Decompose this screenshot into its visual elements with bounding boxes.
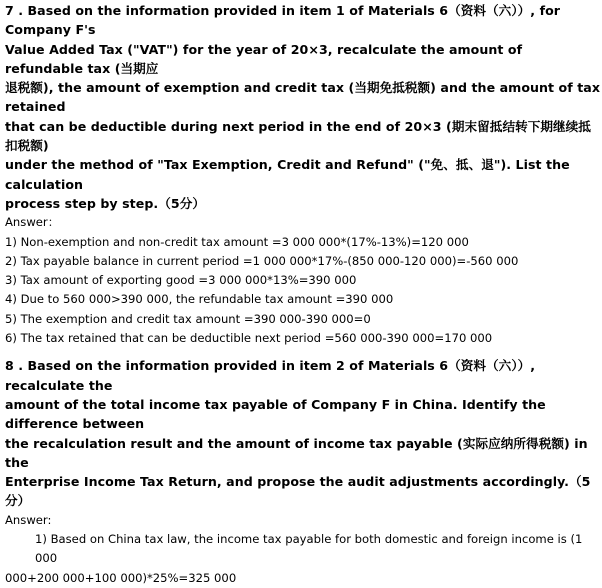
answer-line: 1) Based on China tax law, the income tax payable for both domestic and foreign income is (1 000 bbox=[35, 532, 583, 566]
question-8-line: 8 . Based on the information provided in item 2 of Materials 6（资料（六））, recalculate the bbox=[5, 358, 536, 393]
answer-line: 1) Non-exemption and non-credit tax amount =3 000 000*(17%-13%)=120 000 bbox=[5, 234, 469, 249]
question-8-line: the recalculation result and the amount of income tax payable (实际应纳所得税额) in the bbox=[5, 435, 588, 470]
answer-line: 6) The tax retained that can be deductible next period =560 000-390 000=170 000 bbox=[5, 331, 493, 346]
document-body bbox=[5, 1, 601, 588]
answer-line-continued: 000+200 000+100 000)*25%=325 000 bbox=[5, 570, 237, 585]
question-8-line: amount of the total income tax payable of Company F in China. Identify the difference between bbox=[5, 396, 546, 432]
answer-label: Answer: bbox=[5, 512, 52, 527]
answer-line: 5) The exemption and credit tax amount =390 000-390 000=0 bbox=[5, 311, 371, 326]
question-8 bbox=[5, 356, 601, 588]
question-7-line: 退税额), the amount of exemption and credit tax (当期免抵税额) and the amount of tax retained bbox=[5, 80, 601, 115]
question-7-line: under the method of "Tax Exemption, Credit and Refund" ("免、抵、退"). List the calculation bbox=[5, 157, 570, 192]
answer-line: 2) Tax payable balance in current period =1 000 000*17%-(850 000-120 000)=-560 000 bbox=[5, 253, 519, 268]
answer-label: Answer： bbox=[5, 215, 60, 230]
answer-line: 4) Due to 560 000>390 000, the refundable tax amount =390 000 bbox=[5, 292, 394, 307]
question-7-line: 7 . Based on the information provided in item 1 of Materials 6（资料（六））, for Company F's bbox=[5, 3, 561, 38]
question-7 bbox=[5, 1, 601, 348]
answer-line: 3) Tax amount of exporting good =3 000 000*13%=390 000 bbox=[5, 273, 357, 288]
question-7-line: that can be deductible during next period in the end of 20×3 (期末留抵结转下期继续抵扣税额) bbox=[5, 118, 591, 154]
question-7-line: process step by step.（5分） bbox=[5, 195, 205, 211]
section-spacer bbox=[5, 348, 601, 356]
question-7-line: Value Added Tax ("VAT") for the year of 20×3, recalculate the amount of refundable tax (当期应 bbox=[5, 41, 523, 76]
question-8-line: Enterprise Income Tax Return, and propose the audit adjustments accordingly.（5分） bbox=[5, 474, 591, 509]
